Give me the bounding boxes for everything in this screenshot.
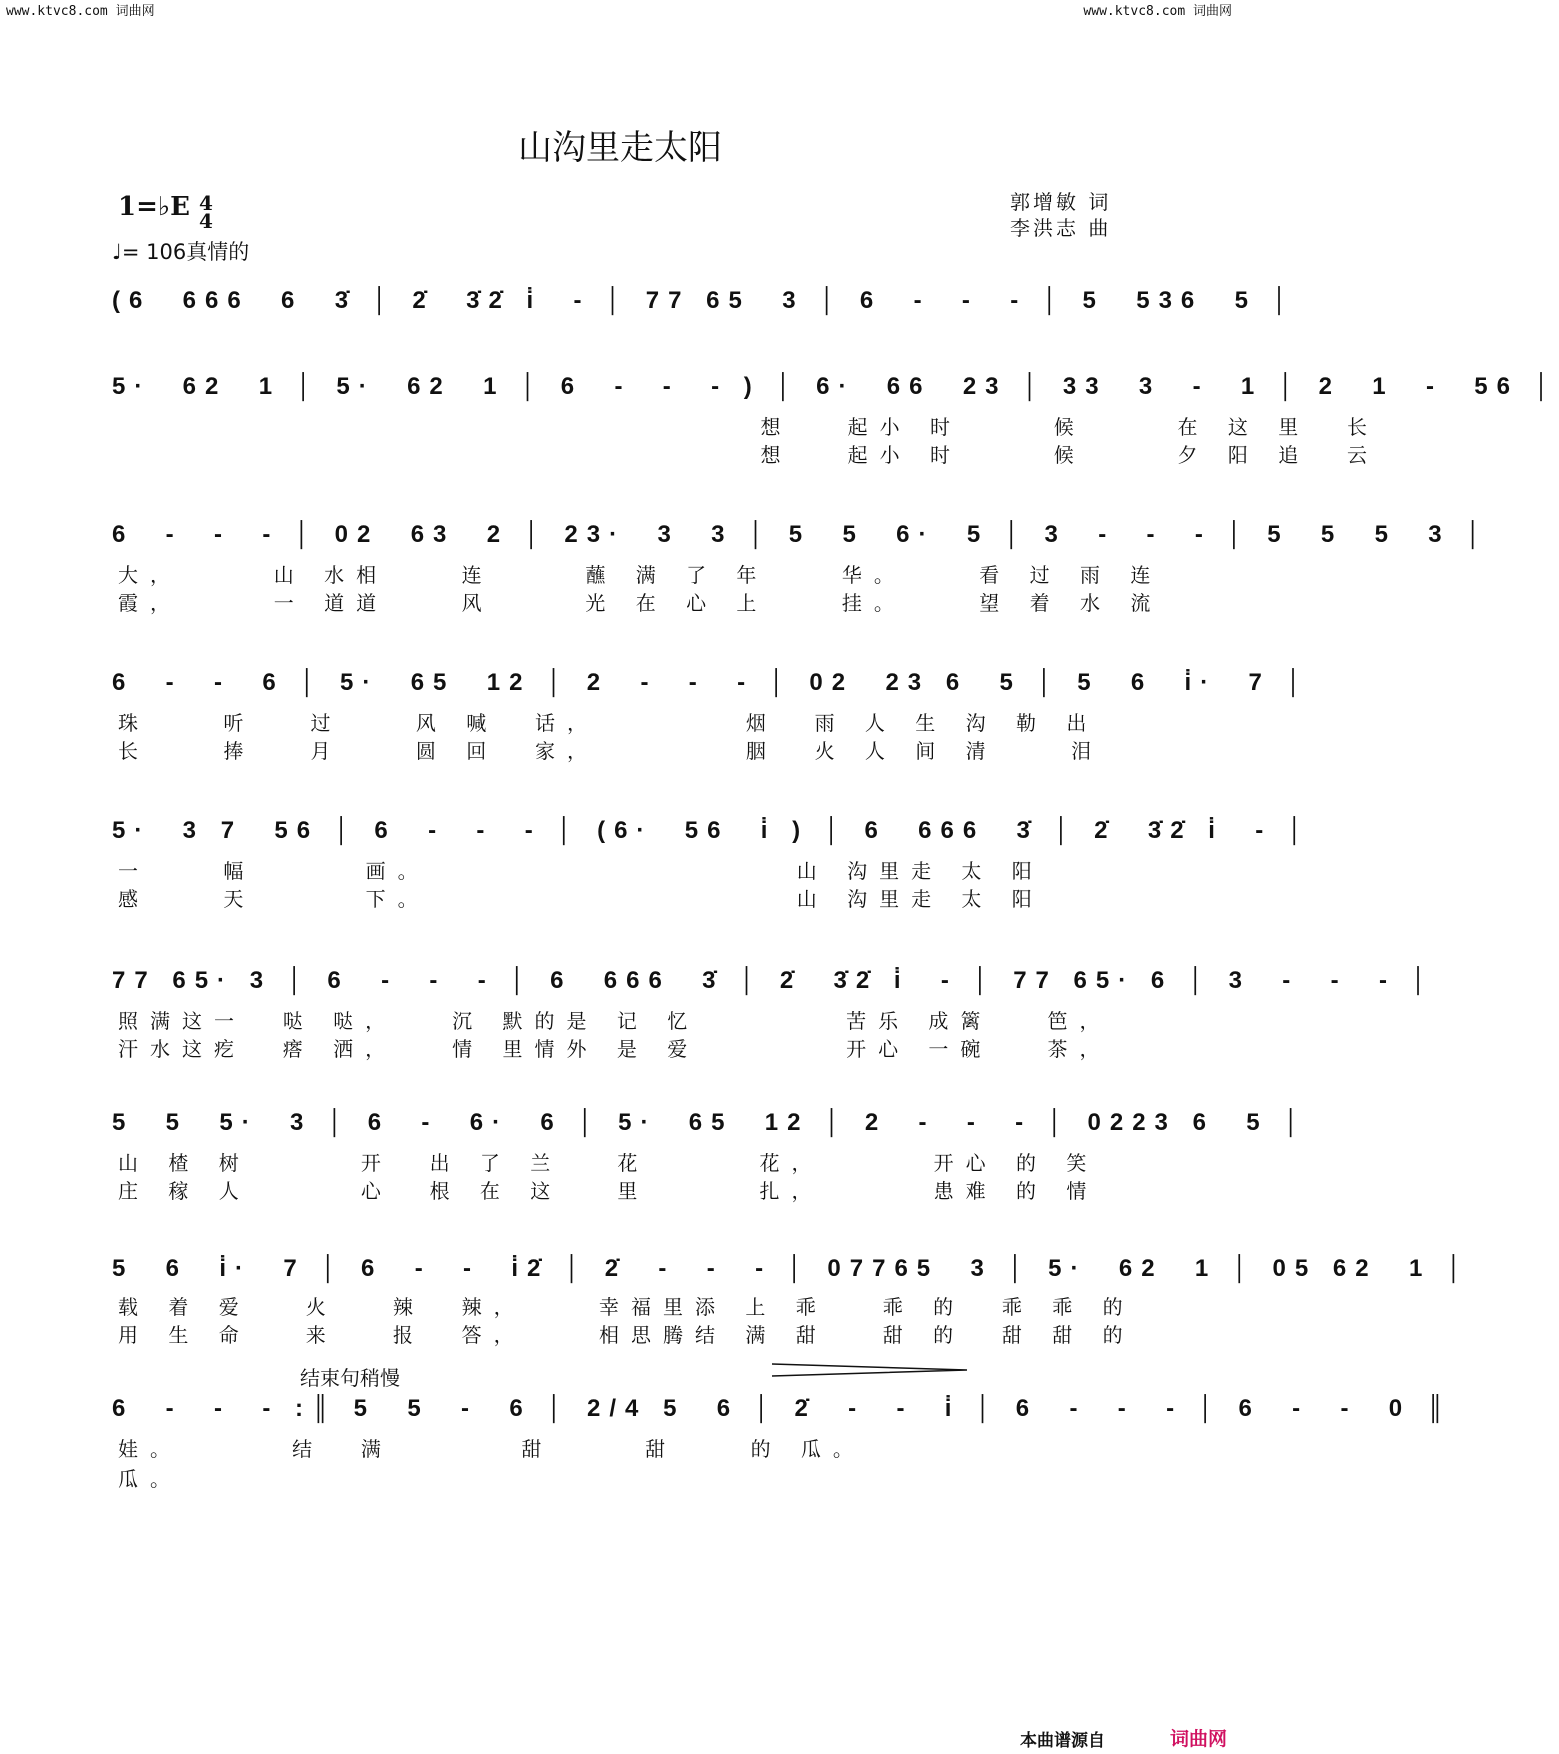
score-row-1: (6 666 6 3̇ │ 2̇ 3̇2̇ i̇ - │ 77 65 3 │ 6 - - - │ 5 536 5 │ xyxy=(112,287,1297,314)
lyrics-row-8-verse-1: 载 着 爱 火 辣 辣， 幸福里添 上 乖 乖 的 乖 乖 的 xyxy=(118,1295,1135,1319)
footer-source-label: 本曲谱源自 xyxy=(1020,1731,1105,1751)
key-signature: 1=♭E xyxy=(118,192,190,222)
lyrics-row-3-verse-1: 大， 山 水相 连 蘸 满 了 年 华。 看 过 雨 连 xyxy=(118,563,1163,587)
lyrics-row-6-verse-1: 照满这一 哒 哒， 沉 默的是 记 忆 苦乐 成篱 笆， xyxy=(118,1009,1112,1033)
lyrics-row-6-verse-2: 汗水这疙 瘩 洒， 情 里情外 是 爱 开心 一碗 茶， xyxy=(118,1037,1112,1061)
score-row-5: 5· 3 7 56 │ 6 - - - │ (6· 56 i̇ ) │ 6 666 3̇ │ 2̇ 3̇2̇ i̇ - │ xyxy=(112,817,1312,844)
site-header-right: www.ktvc8.com 词曲网 xyxy=(1083,4,1232,19)
score-row-8: 5 6 i̇· 7 │ 6 - - i̇2̇ │ 2̇ - - - │ 07765 3 │ 5· 62 1 │ 05 62 1 │ xyxy=(112,1255,1471,1282)
time-denominator: 4 xyxy=(199,209,213,233)
lyrics-row-9-verse-2: 瓜。 xyxy=(118,1467,182,1491)
score-row-9: 6 - - - :║ 5 5 - 6 │ 2/4 5 6 │ 2̇ - - i̇ │ 6 - - - │ 6 - - 0 ║ xyxy=(112,1395,1453,1422)
site-header-left: www.ktvc8.com 词曲网 xyxy=(6,4,155,19)
ending-annotation: 结束句稍慢 xyxy=(300,1366,400,1390)
lyrics-row-7-verse-1: 山 楂 树 开 出 了 兰 花 花， 开心 的 笑 xyxy=(118,1151,1099,1175)
lyrics-row-2-verse-1: 想 起小 时 候 在 这 里 长 xyxy=(118,415,1379,439)
score-row-6: 77 65· 3 │ 6 - - - │ 6 666 3̇ │ 2̇ 3̇2̇ i̇ - │ 77 65· 6 │ 3 - - - │ xyxy=(112,967,1436,994)
lyrics-row-7-verse-2: 庄 稼 人 心 根 在 这 里 扎， 患难 的 情 xyxy=(118,1179,1099,1203)
lyrics-row-8-verse-2: 用 生 命 来 报 答， 相思腾结 满 甜 甜 的 甜 甜 的 xyxy=(118,1323,1135,1347)
lyrics-row-9-verse-1: 娃。 结 满 甜 甜 的 瓜。 xyxy=(118,1437,865,1461)
time-numerator: 4 xyxy=(199,191,213,215)
lyrics-row-5-verse-2: 感 天 下。 山 沟里走 太 阳 xyxy=(118,887,1044,911)
decrescendo-mark xyxy=(772,1362,972,1378)
lyrics-row-4-verse-1: 珠 听 过 风 喊 话， 烟 雨 人 生 沟 勒 出 xyxy=(118,711,1099,735)
time-signature xyxy=(199,191,213,233)
footer-brand-logo: 词曲网 xyxy=(1170,1728,1228,1750)
score-row-7: 5 5 5· 3 │ 6 - 6· 6 │ 5· 65 12 │ 2 - - - │ 0223 6 5 │ xyxy=(112,1109,1309,1136)
score-row-3: 6 - - - │ 02 63 2 │ 23· 3 3 │ 5 5 6· 5 │ 3 - - - │ 5 5 5 3 │ xyxy=(112,521,1491,548)
tempo-marking: ♩= 106真情的 xyxy=(112,240,250,264)
lyrics-row-3-verse-2: 霞， 一 道道 风 光 在 心 上 挂。 望 着 水 流 xyxy=(118,591,1163,615)
lyrics-row-2-verse-2: 想 起小 时 候 夕 阳 追 云 xyxy=(118,443,1379,467)
lyricist-credit: 郭增敏 词 xyxy=(1010,190,1112,214)
score-row-2: 5· 62 1 │ 5· 62 1 │ 6 - - - ) │ 6· 66 23 │ 33 3 - 1 │ 2 1 - 56 │ xyxy=(112,373,1559,400)
lyrics-row-4-verse-2: 长 捧 月 圆 回 家， 胭 火 人 间 清 泪 xyxy=(118,739,1104,763)
lyrics-row-5-verse-1: 一 幅 画。 山 沟里走 太 阳 xyxy=(118,859,1044,883)
song-title: 山沟里走太阳 xyxy=(518,128,722,168)
composer-credit: 李洪志 曲 xyxy=(1010,216,1112,240)
score-row-4: 6 - - 6 │ 5· 65 12 │ 2 - - - │ 02 23 6 5 │ 5 6 i̇· 7 │ xyxy=(112,669,1311,696)
